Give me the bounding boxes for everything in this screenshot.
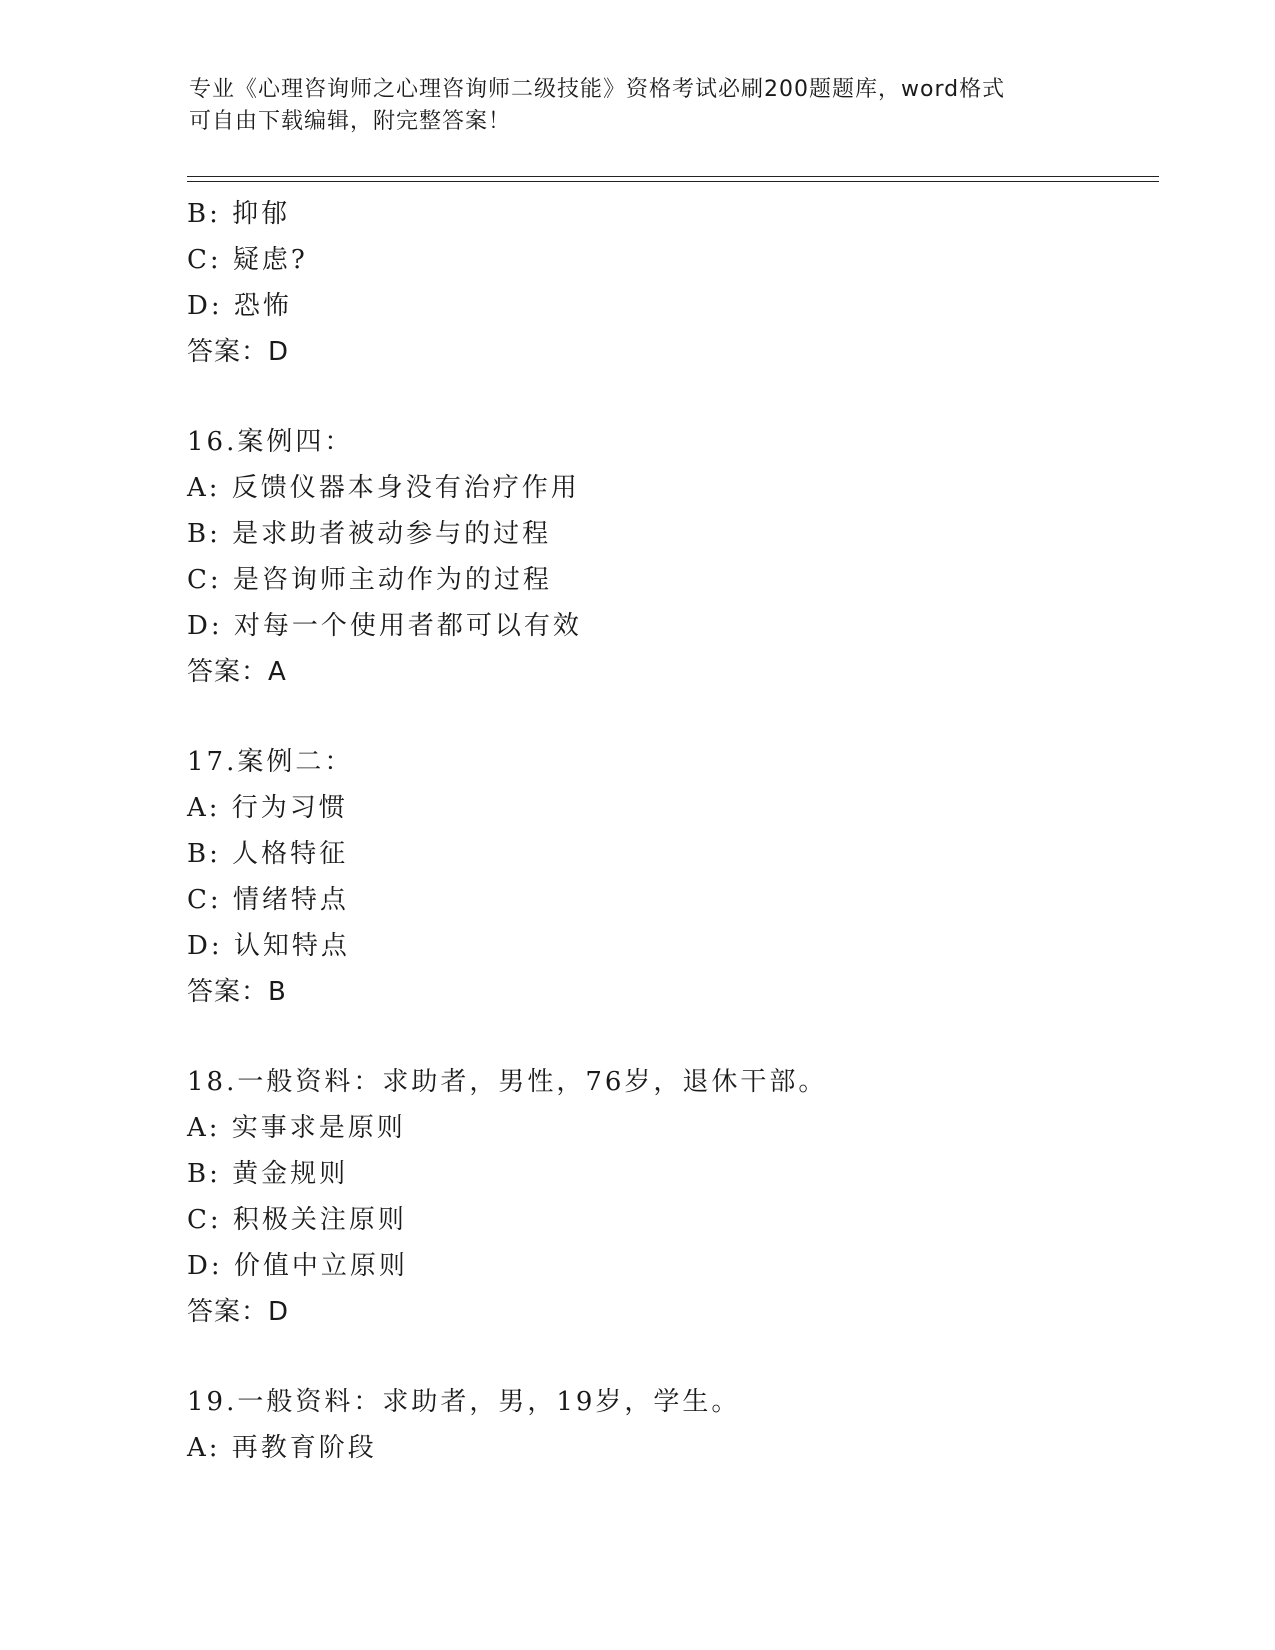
option-d: D: 恐怖 [187, 291, 292, 321]
option-a: A: 行为习惯 [187, 793, 348, 823]
option-c: C: 情绪特点 [187, 885, 349, 915]
option-a: A: 再教育阶段 [187, 1433, 377, 1463]
option-b: B: 抑郁 [187, 199, 291, 229]
answer-line: 答案：D [187, 1297, 290, 1327]
option-c: C: 是咨询师主动作为的过程 [187, 565, 552, 595]
option-a: A: 反馈仪器本身没有治疗作用 [187, 473, 580, 503]
spacer [187, 1335, 1167, 1379]
spacer [187, 375, 1167, 419]
question-list [187, 191, 1167, 1471]
option-d: D: 对每一个使用者都可以有效 [187, 611, 582, 641]
header-divider-top [187, 176, 1159, 177]
answer-line: 答案：A [187, 657, 287, 687]
header-divider-bottom [187, 181, 1159, 182]
spacer [187, 695, 1167, 739]
header-title-line-1: 专业《心理咨询师之心理咨询师二级技能》资格考试必刷200题题库，word格式 [189, 77, 1006, 102]
option-d: D: 价值中立原则 [187, 1251, 408, 1281]
option-d: D: 认知特点 [187, 931, 350, 961]
answer-line: 答案：B [187, 977, 287, 1007]
document-header [189, 74, 1089, 138]
question-16-title: 16.案例四： [187, 427, 354, 457]
spacer [187, 1015, 1167, 1059]
option-c: C: 积极关注原则 [187, 1205, 407, 1235]
question-19-title: 19.一般资料：求助者，男，19岁，学生。 [187, 1387, 741, 1417]
question-18-title: 18.一般资料：求助者，男性，76岁，退休干部。 [187, 1067, 828, 1097]
question-17-title: 17.案例二： [187, 747, 354, 777]
option-a: A: 实事求是原则 [187, 1113, 406, 1143]
option-c: C: 疑虑? [187, 245, 308, 275]
option-b: B: 黄金规则 [187, 1159, 349, 1189]
option-b: B: 是求助者被动参与的过程 [187, 519, 552, 549]
option-b: B: 人格特征 [187, 839, 349, 869]
answer-line: 答案：D [187, 337, 290, 367]
header-title-line-2: 可自由下载编辑，附完整答案！ [189, 109, 512, 134]
